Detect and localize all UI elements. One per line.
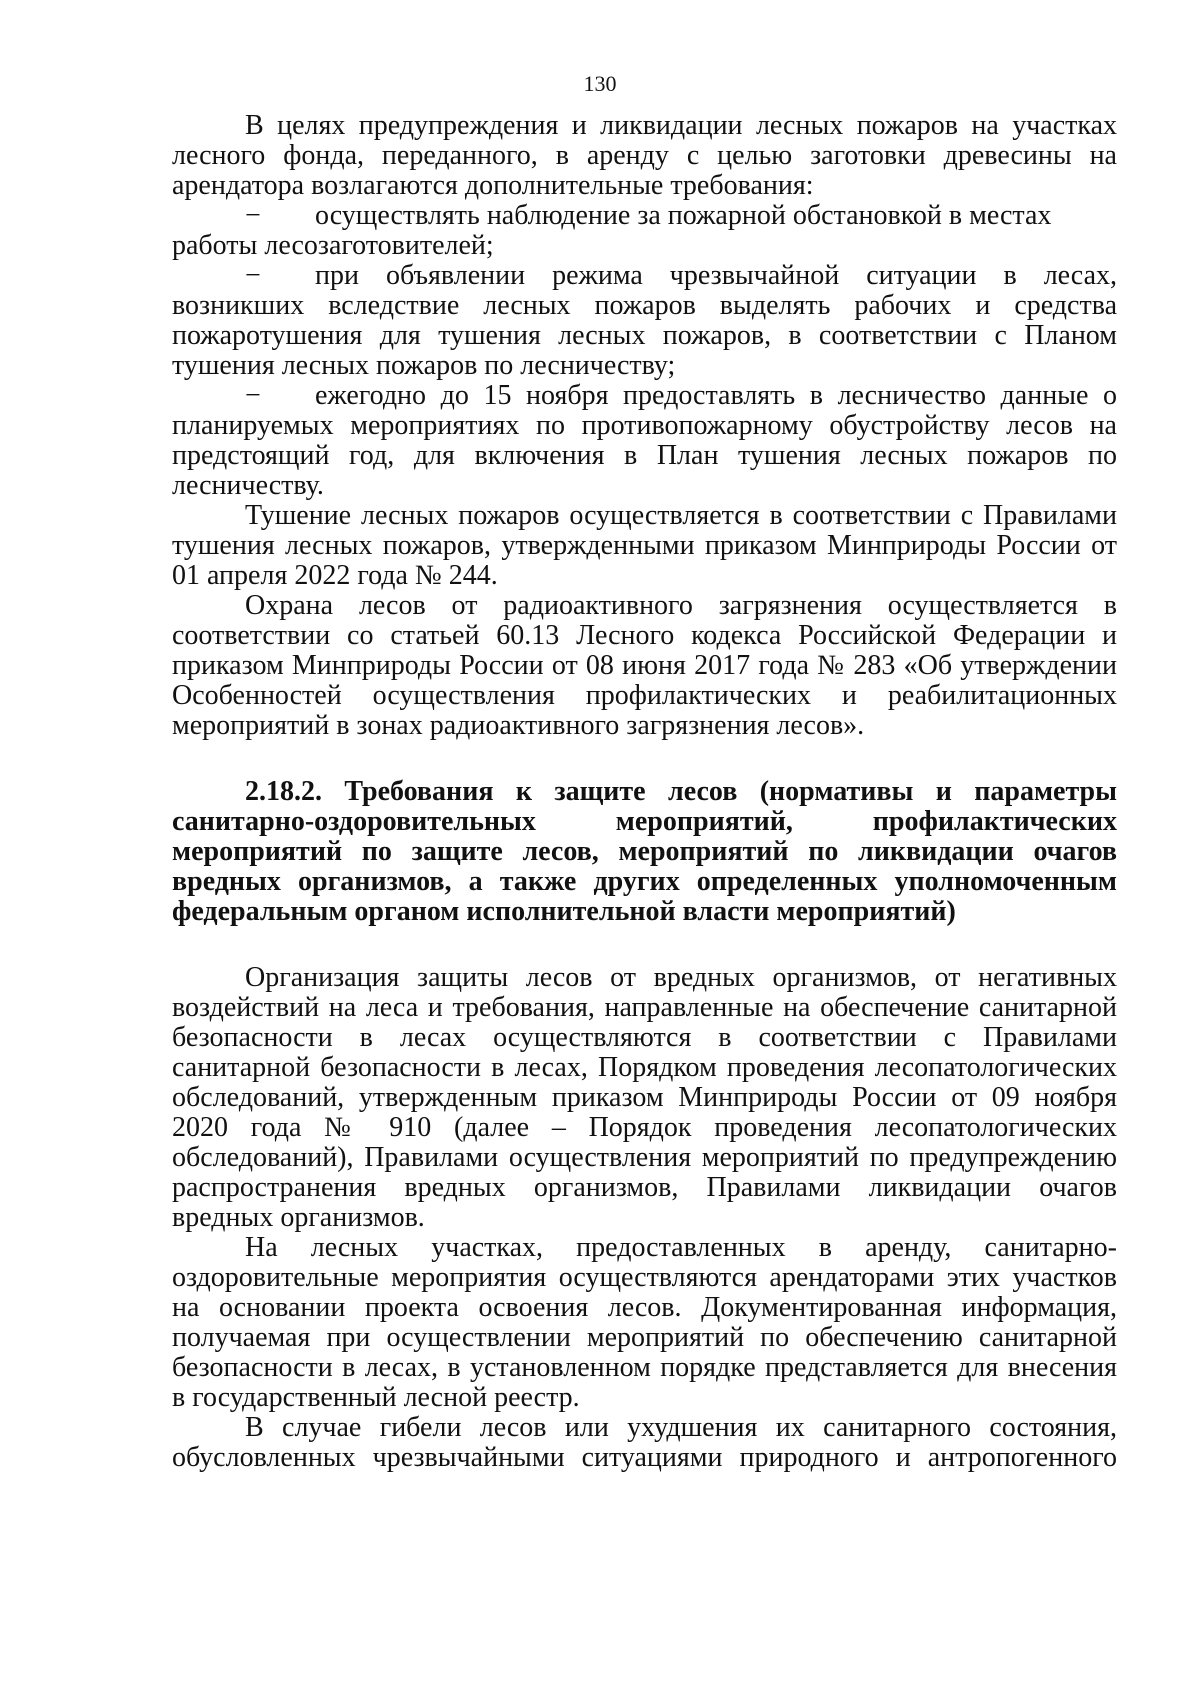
list-item: [172, 261, 1117, 381]
list-item: [172, 201, 1117, 261]
section-heading: 2.18.2. Требования к защите лесов (нормативы и параметры санитарно-оздоровительных мероприятий, профилактических мероприятий по защите лесов, мероприятий по ликвидации очагов вредных организмов, а также других определенных уполномоченным федеральным органом исполнительной власти мероприятий): [172, 776, 1117, 927]
list-item: [172, 381, 1117, 501]
paragraph-leased-plots: На лесных участках, предоставленных в аренду, санитарно-оздоровительные мероприятия осуществляются арендаторами этих участков на основании проекта освоения лесов. Документированная информация, получаемая при осуществлении мероприятий по обеспечению санитарной безопасности в лесах, в установленном порядке представляется для внесения в государственный лесной реестр.: [172, 1232, 1117, 1413]
list-item-text: ежегодно до 15 ноября предоставлять в лесничество данные о планируемых мероприятиях по противопожарному обустройству лесов на предстоящий год, для включения в План тушения лесных пожаров по лесничеству.: [172, 380, 1117, 501]
dash-bullet: −: [245, 260, 261, 291]
list-item-text: осуществлять наблюдение за пожарной обстановкой в местах работы лесозаготовителей;: [172, 200, 1052, 261]
paragraph-forest-protection: Организация защиты лесов от вредных организмов, от негативных воздействий на леса и требования, направленные на обеспечение санитарной безопасности в лесах осуществляются в соответствии с Правилами санитарной безопасности в лесах, Порядком проведения лесопатологических обследований, утвержденным приказом Минприроды России от 09 ноября 2020 года № 910 (далее – Порядок проведения лесопатологических обследований), Правилами осуществления мероприятий по предупреждению распространения вредных организмов, Правилами ликвидации очагов вредных организмов.: [172, 962, 1117, 1233]
page-content: [172, 111, 1117, 1473]
list-item-text: при объявлении режима чрезвычайной ситуации в лесах, возникших вследствие лесных пожаров выделять рабочих и средства пожаротушения для тушения лесных пожаров, в соответствии с Планом тушения лесных пожаров по лесничеству;: [172, 260, 1117, 381]
page-number: 130: [583, 71, 617, 96]
dash-bullet: −: [245, 200, 261, 231]
dash-bullet: −: [245, 380, 261, 411]
paragraph-forest-death: В случае гибели лесов или ухудшения их санитарного состояния, обусловленных чрезвычайными ситуациями природного и антропогенного: [172, 1412, 1117, 1473]
paragraph-radioactive-protection: Охрана лесов от радиоактивного загрязнения осуществляется в соответствии со статьей 60.13 Лесного кодекса Российской Федерации и приказом Минприроды России от 08 июня 2017 года № 283 «Об утверждении Особенностей осуществления профилактических и реабилитационных мероприятий в зонах радиоактивного загрязнения лесов».: [172, 590, 1117, 741]
paragraph-fire-extinguishing: Тушение лесных пожаров осуществляется в соответствии с Правилами тушения лесных пожаров, утвержденными приказом Минприроды России от 01 апреля 2022 года № 244.: [172, 500, 1117, 591]
paragraph-fire-prevention-intro: В целях предупреждения и ликвидации лесных пожаров на участках лесного фонда, переданного, в аренду с целью заготовки древесины на арендатора возлагаются дополнительные требования:: [172, 110, 1117, 201]
